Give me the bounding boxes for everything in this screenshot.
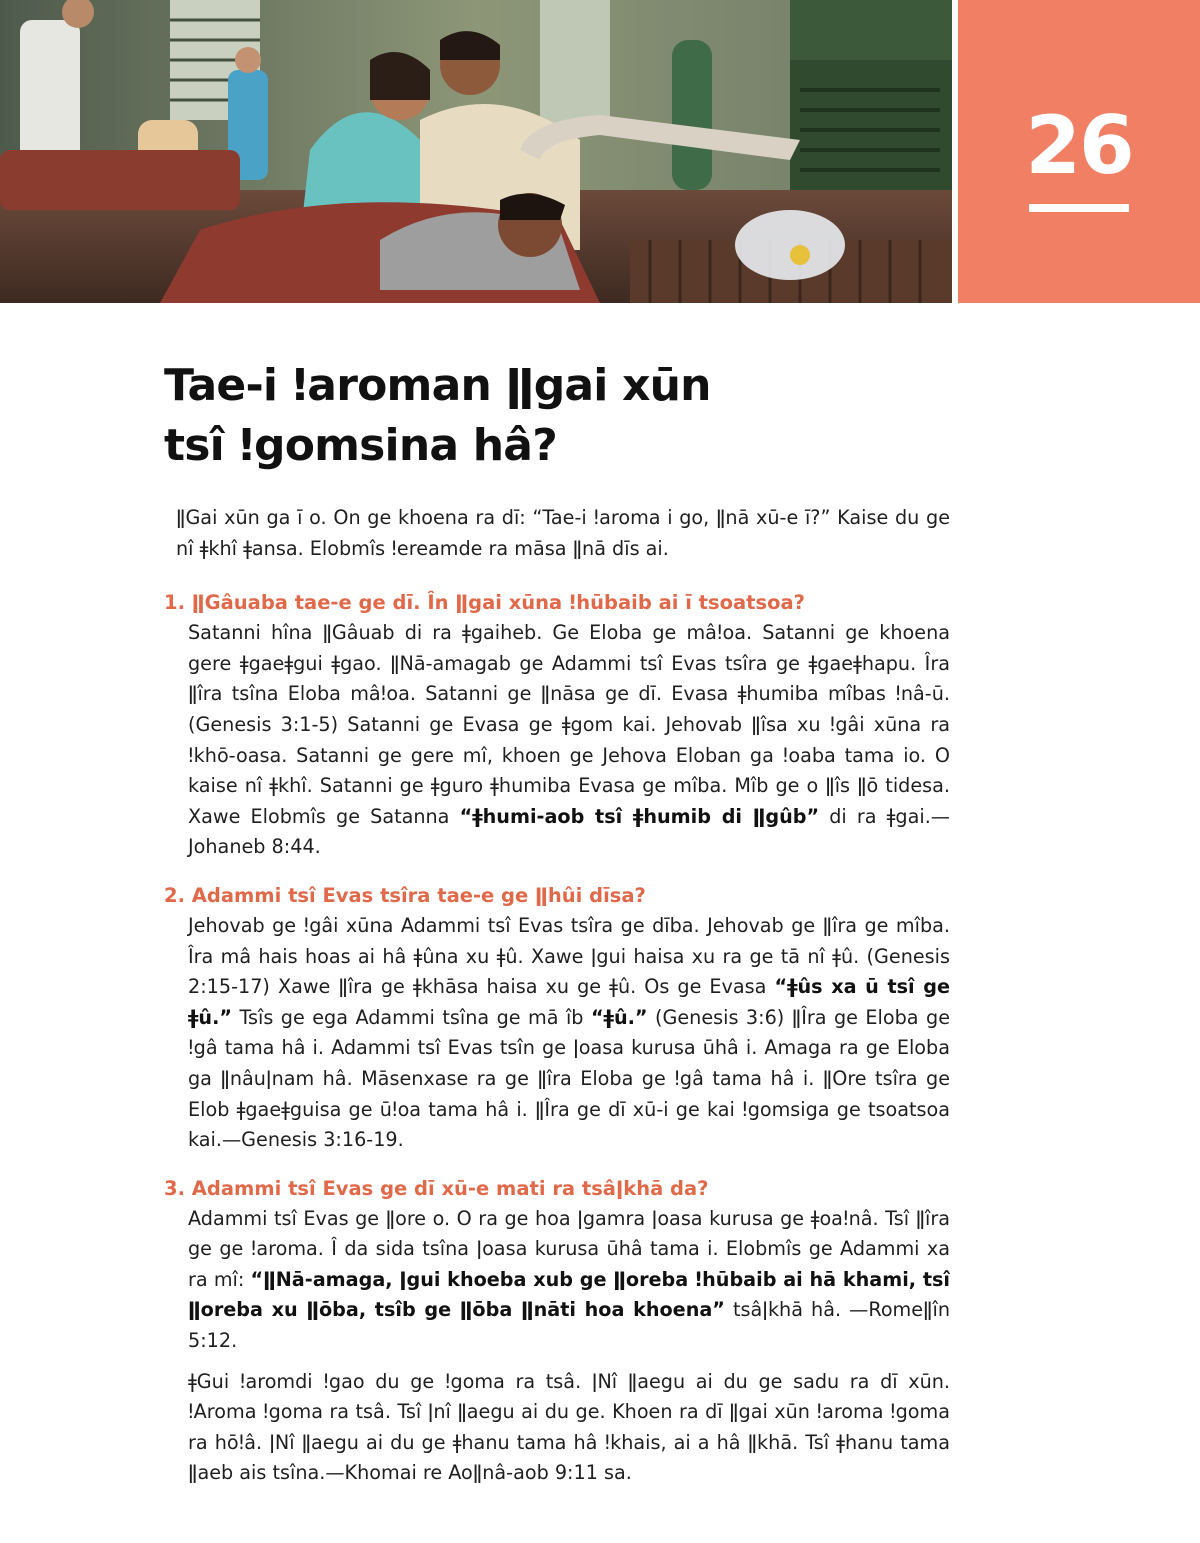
- answer-text: (Genesis 3:6) ǁÎra ge Eloba ge ǃgâ tama hâ i. Adammi tsî Evas tsîn ge ǀoasa kurusa ūhâ i. Amaga ra ge Eloba ga ǁnâuǀnam hâ. Māsenxase ra ge ǁîra Eloba ge ǃgâ tama hâ i. ǁOre tsîra ge Elob ǂgaeǂguisa ge ūǃoa tama hâ i. ǁÎra ge dī xū-i ge kai ǃgomsiga ge tsoatsoa kai.—Genesis 3:16-19.: [188, 1005, 950, 1152]
- answer-text: Adammi tsî Evas ge ǁore o. O ra ge hoa ǀgamra ǀoasa kurusa ge ǂoaǃnâ. Tsî ǁîra ge ge ǃaroma. Î da sida tsîna ǀoasa kurusa ūhâ tama i. Elobmîs ge Adammi xa ra mî:: [188, 1206, 950, 1291]
- header-photo: [0, 0, 952, 303]
- answer-1-paragraph: [164, 618, 950, 863]
- lesson-number: 26: [1025, 99, 1133, 192]
- answer-3-paragraph-2: [164, 1367, 950, 1489]
- question-2-heading: 2. Adammi tsî Evas tsîra tae-e ge ǁhûi dīsa?: [164, 883, 646, 907]
- answer-quote-bold: “ǁNā-amaga, ǀgui khoeba xub ge ǁoreba ǃhūbaib ai hā khami, tsî ǁoreba xu ǁōba, tsîb ge ǁōba ǁnāti hoa khoena”: [188, 1267, 950, 1322]
- answer-quote-bold: “ǂû.”: [590, 1005, 648, 1029]
- answer-text: tsâǀkhā hâ. —Romeǁîn 5:12.: [188, 1298, 950, 1353]
- lesson-title: [164, 356, 924, 476]
- question-3-heading: 3. Adammi tsî Evas ge dī xū-e mati ra tsâǀkhā da?: [164, 1176, 709, 1200]
- lesson-title-line-1: Tae-i ǃaroman ǁgai xūn: [164, 360, 711, 411]
- lesson-body: [164, 503, 950, 1489]
- lesson-title-line-2: tsî ǃgomsina hâ?: [164, 420, 557, 471]
- answer-quote-bold: “ǂhumi-aob tsî ǂhumib di ǁgûb”: [459, 804, 820, 828]
- answer-2-paragraph: [164, 911, 950, 1156]
- answer-text: ǂGui ǃaromdi ǃgao du ge ǃgoma ra tsâ. ǀNî ǁaegu ai du ge sadu ra dī xūn. ǃAroma ǃgoma ra tsâ. Tsî ǀnî ǁaegu ai du ge. Khoen ra dī ǁgai xūn ǃaroma ǃgoma ra hōǃâ. ǀNî ǁaegu ai du ge ǂhanu tama hâ ǃkhais, ai a hâ ǁkhā. Tsî ǂhanu tama ǁaeb ais tsîna.—Khomai re Aoǁnâ-aob 9:11 sa.: [188, 1369, 950, 1485]
- intro-paragraph: ǁGai xūn ga ī o. On ge khoena ra dī: “Tae-i ǃaroma i go, ǁnā xū-e ī?” Kaise du ge nî ǂkhî ǂansa. Elobmîs ǃereamde ra māsa ǁnā dīs ai.: [176, 506, 950, 560]
- answer-text: di ra ǂgai.—Johaneb 8:44.: [188, 804, 950, 859]
- answer-text: Satanni hîna ǁGâuab di ra ǂgaiheb. Ge Eloba ge mâǃoa. Satanni ge khoena gere ǂgaeǂgui ǂgao. ǁNā-amagab ge Adammi tsî Evas tsîra ge ǂgaeǂhapu. Îra ǁîra tsîna Eloba mâǃoa. Satanni ge ǁnāsa ge dī. Evasa ǂhumiba mîbas ǃnâ-ū. (Genesis 3:1-5) Satanni ge Evasa ge ǂgom kai. Jehovab ǁîsa xu ǃgâi xūna ra ǃkhō-oasa. Satanni ge gere mî, khoen ge Jehova Eloban ga ǃoaba tama io. O kaise nî ǂkhî. Satanni ge ǂguro ǂhumiba Evasa ge mîba. Mîb ge o ǁîs ǁō tidesa. Xawe Elobmîs ge Satanna: [188, 621, 950, 828]
- hospital-scene-image: [0, 0, 952, 303]
- answer-3-paragraph: [164, 1204, 950, 1357]
- answer-text: Jehovab ge ǃgâi xūna Adammi tsî Evas tsîra ge dība. Jehovab ge ǁîra ge mîba. Îra mâ hais hoas ai hâ ǂûna xu ǂû. Xawe ǀgui haisa xu ra ge tā nî ǂû. (Genesis 2:15-17) Xawe ǁîra ge ǂkhāsa haisa xu ge ǂû. Os ge Evasa: [188, 913, 950, 999]
- lesson-number-underline: [1029, 204, 1129, 212]
- lesson-number-box: [958, 0, 1200, 303]
- question-1-heading: 1. ǁGâuaba tae-e ge dī. În ǁgai xūna ǃhūbaib ai ī tsoatsoa?: [164, 591, 805, 615]
- answer-text: Tsîs ge ega Adammi tsîna ge mā îb: [232, 1005, 591, 1029]
- answer-quote-bold: “ǂûs xa ū tsî ge ǂû.”: [188, 975, 950, 1029]
